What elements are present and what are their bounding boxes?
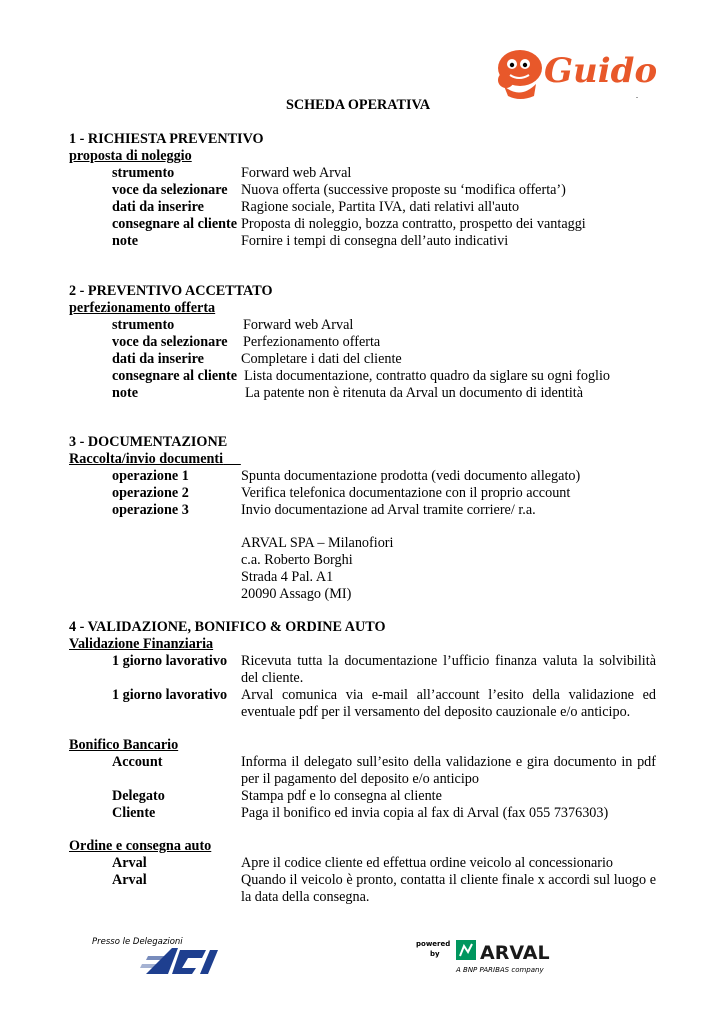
s1-label: note [112, 233, 139, 249]
s4-label: 1 giorno lavorativo [112, 687, 228, 703]
s1-value: Proposta di noleggio, bozza contratto, prospetto dei vantaggi [241, 216, 586, 232]
s4-value: Arval comunica via e-mail all’account l’esito della validazione ed eventuale pdf per il versamento del deposito cauzionale e/o anticipo. [241, 687, 656, 720]
section-1-heading: 1 - RICHIESTA PREVENTIVO [69, 131, 264, 147]
s3-value: Spunta documentazione prodotta (vedi documento allegato) [241, 468, 581, 484]
aci-logo-text: ACI [86, 934, 88, 935]
address-line: c.a. Roberto Borghi [241, 552, 353, 568]
address-line: 20090 Assago (MI) [241, 586, 352, 602]
s1-value: Forward web Arval [241, 165, 352, 181]
s4-label: Cliente [112, 805, 156, 821]
s1-label: voce da selezionare [112, 182, 228, 198]
s4-label: 1 giorno lavorativo [112, 653, 228, 669]
s3-label: operazione 2 [112, 485, 189, 501]
s4-label: Arval [112, 855, 147, 871]
s1-value: Ragione sociale, Partita IVA, dati relativi all'auto [241, 199, 520, 215]
s2-label: note [112, 385, 139, 401]
page-title: SCHEDA OPERATIVA [286, 97, 431, 113]
s1-label: dati da inserire [112, 199, 204, 215]
s2-value: Lista documentazione, contratto quadro da siglare su ogni foglio [244, 368, 611, 384]
s4-label: Account [112, 754, 163, 770]
s3-value: Verifica telefonica documentazione con il proprio account [241, 485, 571, 501]
aci-logo [86, 934, 226, 976]
s3-label: operazione 3 [112, 502, 189, 518]
s4-value: Quando il veicolo è pronto, contatta il cliente finale x accordi sul luogo e la data della consegna. [241, 872, 656, 905]
s1-value: Fornire i tempi di consegna dell’auto indicativi [241, 233, 509, 249]
s2-value: Perfezionamento offerta [243, 334, 381, 350]
section-1-subheading: proposta di noleggio [69, 148, 192, 164]
s3-value: Invio documentazione ad Arval tramite corriere/ r.a. [241, 502, 536, 518]
s4-label: Delegato [112, 788, 165, 804]
s4-value: Informa il delegato sull’esito della validazione e gira documento in pdf per il pagamento del deposito e/o anticipo [241, 754, 656, 787]
address-line: Strada 4 Pal. A1 [241, 569, 334, 585]
s1-label: consegnare al cliente [112, 216, 238, 232]
s4-value: Paga il bonifico ed invia copia al fax di Arval (fax 055 7376303) [241, 805, 609, 821]
section-3-subheading-text: Raccolta/invio documenti [69, 451, 224, 467]
arval-text: ARVAL [480, 942, 550, 964]
s4-label: Arval [112, 872, 147, 888]
address-line: ARVAL SPA – Milanofiori [241, 535, 394, 551]
powered-text: powered [416, 940, 451, 948]
section-3-subheading [69, 451, 241, 468]
bonifico-subheading: Bonifico Bancario [69, 737, 179, 753]
arval-logo [416, 934, 576, 980]
s2-value: La patente non è ritenuta da Arval un documento di identità [245, 385, 584, 401]
s2-label: consegnare al cliente [112, 368, 238, 384]
s2-value: Completare i dati del cliente [241, 351, 402, 367]
ordine-subheading: Ordine e consegna auto [69, 838, 212, 854]
section-4-heading: 4 - VALIDAZIONE, BONIFICO & ORDINE AUTO [69, 619, 386, 635]
section-2-heading: 2 - PREVENTIVO ACCETTATO [69, 283, 273, 299]
arval-tagline: A BNP PARIBAS company [456, 966, 544, 974]
logo-dot: . [636, 91, 638, 100]
validazione-subheading: Validazione Finanziaria [69, 636, 214, 652]
s2-label: strumento [112, 317, 175, 333]
s1-value: Nuova offerta (successive proposte su ‘modifica offerta’) [241, 182, 566, 198]
section-3-heading: 3 - DOCUMENTAZIONE [69, 434, 228, 450]
aci-tagline: Presso le Delegazioni [92, 937, 183, 947]
s1-label: strumento [112, 165, 175, 181]
section-2-subheading: perfezionamento offerta [69, 300, 216, 316]
s2-label: dati da inserire [112, 351, 204, 367]
s2-value: Forward web Arval [243, 317, 354, 333]
guido-logo-text: Guido [544, 51, 656, 91]
s3-label: operazione 1 [112, 468, 189, 484]
s4-value: Apre il codice cliente ed effettua ordine veicolo al concessionario [241, 855, 613, 871]
s2-label: voce da selezionare [112, 334, 228, 350]
guido-logo [494, 40, 656, 102]
by-text: by [430, 950, 440, 958]
s4-value: Ricevuta tutta la documentazione l’ufficio finanza valuta la solvibilità del cliente. [241, 653, 656, 686]
s4-value: Stampa pdf e lo consegna al cliente [241, 788, 442, 804]
